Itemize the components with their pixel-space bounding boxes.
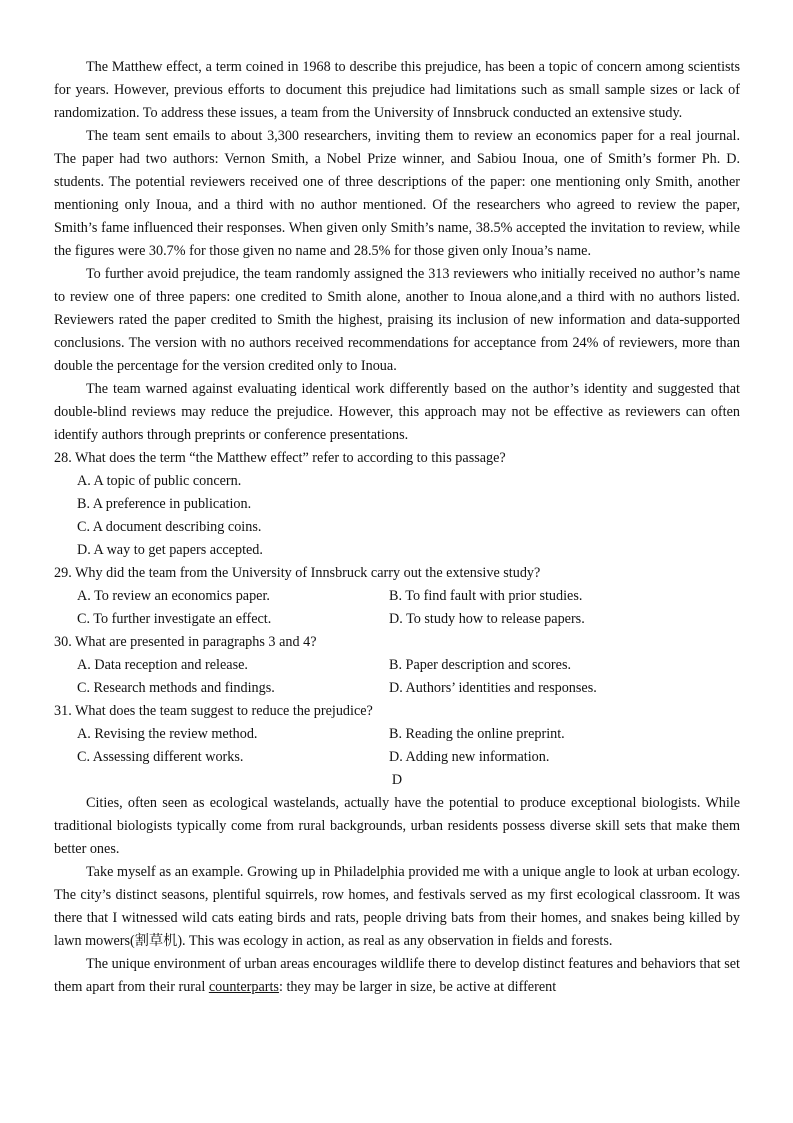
paragraph-text-after: : they may be larger in size, be active at different	[278, 979, 557, 995]
underlined-word: counterparts	[208, 979, 279, 995]
option-c: C. Research methods and findings.	[77, 680, 275, 696]
option-d: D. To study how to release papers.	[389, 611, 585, 627]
option-d: D. Authors’ identities and responses.	[389, 680, 597, 696]
option-b: B. Paper description and scores.	[389, 657, 572, 673]
question-30	[54, 631, 740, 700]
question-stem: 29. Why did the team from the University of Innsbruck carry out the extensive study?	[54, 565, 541, 581]
option-a: A. To review an economics paper.	[77, 588, 270, 604]
option-a: A. Revising the review method.	[77, 726, 258, 742]
passage-d-paragraph-1: Cities, often seen as ecological wastelands, actually have the potential to produce exceptional biologists. While traditional biologists typically come from rural backgrounds, urban residents possess diverse skill sets that make them better ones.	[54, 795, 740, 857]
paragraph-text-before: The unique environment of urban areas encourages wildlife there to develop distinct features and behaviors that set them apart from their rural	[54, 956, 740, 995]
question-31	[54, 700, 740, 769]
question-29	[54, 562, 740, 631]
passage-d-paragraph-2: Take myself as an example. Growing up in Philadelphia provided me with a unique angle to look at urban ecology. The city’s distinct seasons, plentiful squirrels, row homes, and festivals served as my first ecological classroom. It was there that I witnessed wild cats eating birds and rats, people driving bats from their homes, and snakes being killed by lawn mowers(割草机). This was ecology in action, as real as any observation in fields and forests.	[54, 864, 740, 949]
question-stem: 31. What does the team suggest to reduce the prejudice?	[54, 703, 373, 719]
option-d: D. Adding new information.	[389, 749, 550, 765]
passage-c-paragraph-3: To further avoid prejudice, the team randomly assigned the 313 reviewers who initially received no author’s name to review one of three papers: one credited to Smith alone, another to Inoua alone,and a third with no authors listed. Reviewers rated the paper credited to Smith the highest, praising its inclusion of new information and data-supported conclusions. The version with no authors received recommendations for acceptance from 24% of reviewers, more than double the percentage for the version credited only to Inoua.	[54, 266, 740, 374]
passage-c-paragraph-2: The team sent emails to about 3,300 researchers, inviting them to review an economics paper for a real journal. The paper had two authors: Vernon Smith, a Nobel Prize winner, and Sabiou Inoua, one of Smith’s former Ph. D. students. The potential reviewers received one of three descriptions of the paper: one mentioning only Smith, another mentioning only Inoua, and a third with no author mentioned. Of the researchers who agreed to review the paper, Smith’s fame influenced their responses. When given only Smith’s name, 38.5% accepted the invitation to review, while the figures were 30.7% for those given no name and 28.5% for those given only Inoua’s name.	[54, 128, 740, 259]
question-stem: 28. What does the term “the Matthew effect” refer to according to this passage?	[54, 450, 506, 466]
option-c: C. To further investigate an effect.	[77, 611, 272, 627]
option-a: A. A topic of public concern.	[77, 473, 242, 489]
option-c: C. A document describing coins.	[77, 519, 262, 535]
passage-c-paragraph-1: The Matthew effect, a term coined in 1968 to describe this prejudice, has been a topic of concern among scientists for years. However, previous efforts to document this prejudice had limitations such as small sample sizes or lack of randomization. To address these issues, a team from the University of Innsbruck conducted an extensive study.	[54, 59, 740, 121]
question-stem: 30. What are presented in paragraphs 3 and 4?	[54, 634, 317, 650]
section-label-d: D	[391, 772, 403, 788]
passage-d-paragraph-3	[54, 953, 740, 999]
option-b: B. Reading the online preprint.	[389, 726, 565, 742]
option-d: D. A way to get papers accepted.	[77, 542, 263, 558]
option-b: B. A preference in publication.	[77, 496, 252, 512]
passage-c-paragraph-4: The team warned against evaluating identical work differently based on the author’s identity and suggested that double-blind reviews may reduce the prejudice. However, this approach may not be effective as reviewers can often identify authors through preprints or conference presentations.	[54, 381, 740, 443]
option-b: B. To find fault with prior studies.	[389, 588, 583, 604]
question-28	[54, 447, 740, 562]
exam-page	[54, 56, 740, 999]
option-c: C. Assessing different works.	[77, 749, 244, 765]
option-a: A. Data reception and release.	[77, 657, 248, 673]
